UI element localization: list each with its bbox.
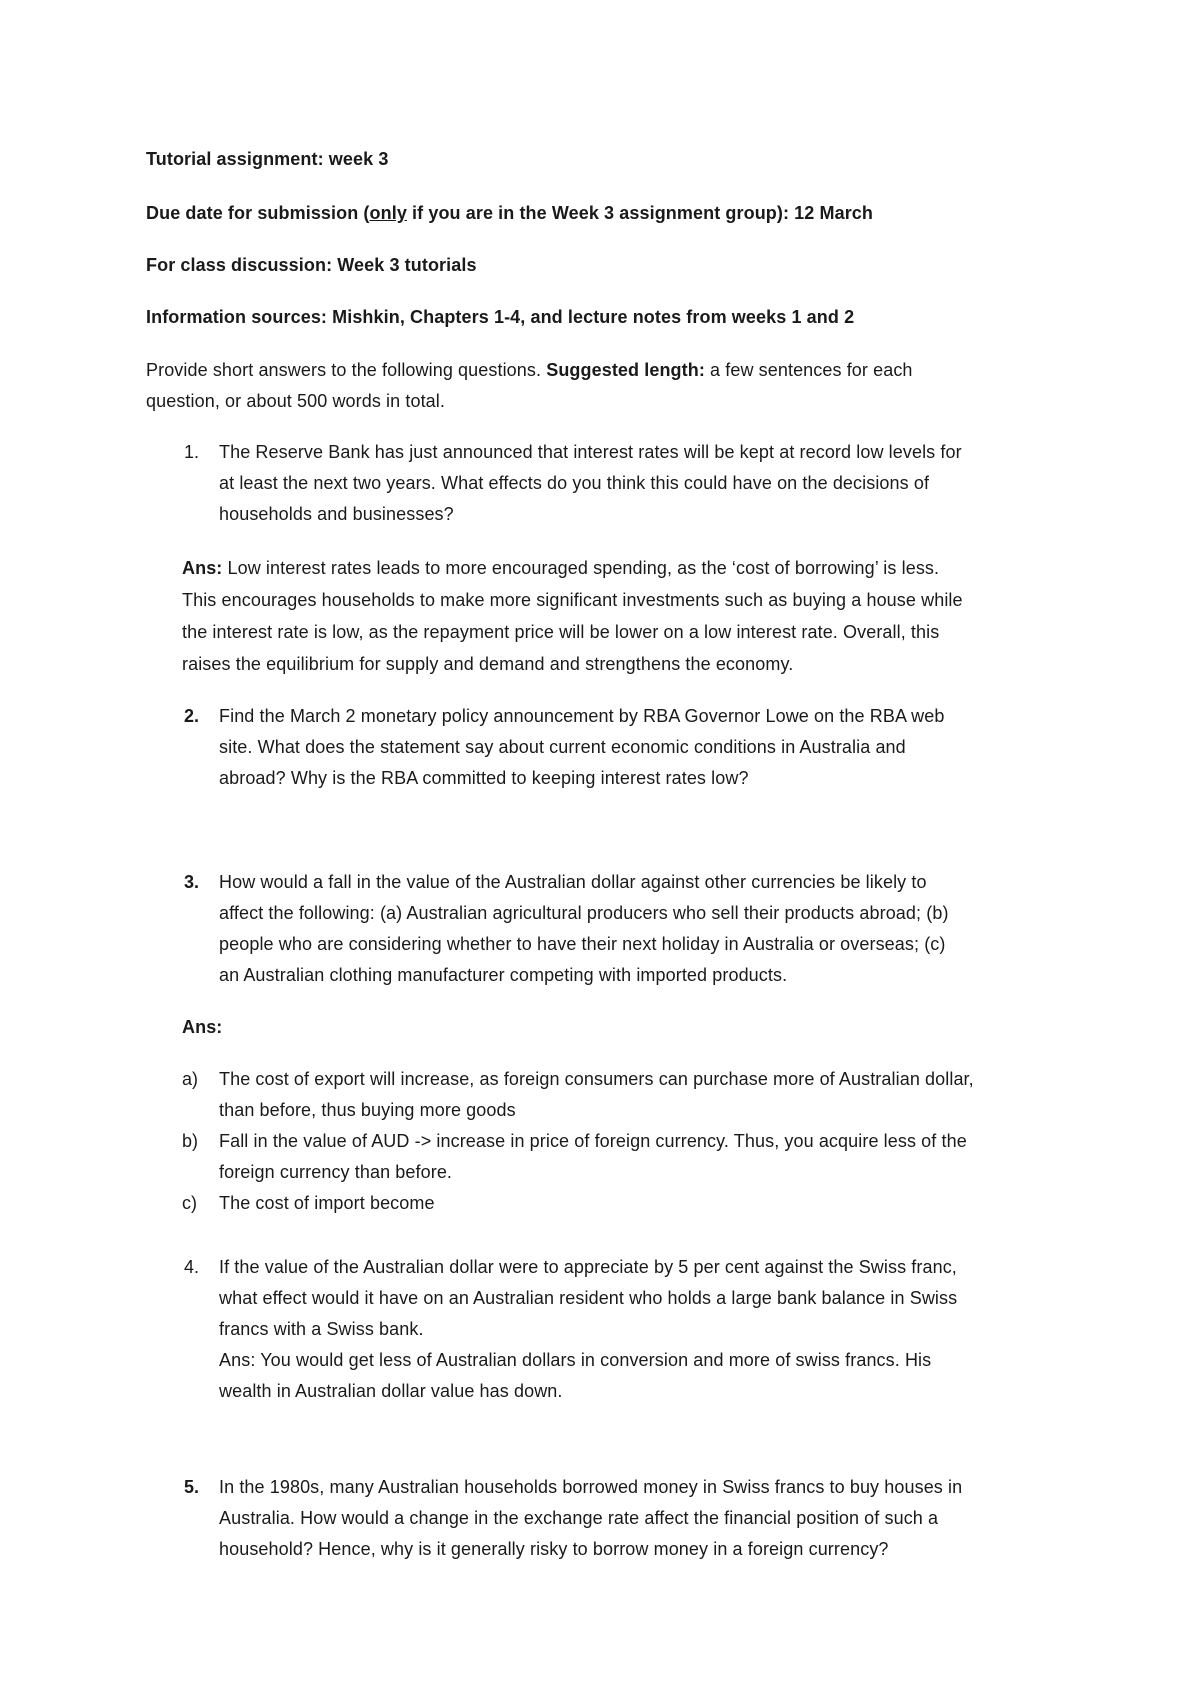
answer-4-line-1: Ans: You would get less of Australian dollars in conversion and more of swiss francs. His	[219, 1350, 932, 1370]
answer-3c-marker: c)	[182, 1193, 197, 1213]
question-3-line-1: How would a fall in the value of the Australian dollar against other currencies be likely to	[219, 872, 927, 892]
question-4-line-2: what effect would it have on an Australian resident who holds a large bank balance in Swiss	[219, 1288, 958, 1308]
answer-3b-line-1: Fall in the value of AUD -> increase in price of foreign currency. Thus, you acquire less of the	[219, 1131, 967, 1151]
intro-text-b: a few sentences for each	[704, 360, 913, 380]
question-4-line-3: francs with a Swiss bank.	[219, 1319, 424, 1339]
answer-1-line-1	[182, 553, 939, 585]
due-date-prefix: Due date for submission (	[146, 203, 370, 223]
suggested-length-label: Suggested length:	[546, 360, 705, 380]
question-5-line-3: household? Hence, why is it generally risky to borrow money in a foreign currency?	[219, 1539, 889, 1559]
question-5-line-2: Australia. How would a change in the exchange rate affect the financial position of such a	[219, 1508, 939, 1528]
question-4-number: 4.	[184, 1257, 200, 1277]
question-2-number: 2.	[184, 706, 200, 726]
answer-3a-marker: a)	[182, 1069, 199, 1089]
intro-line-1	[146, 355, 913, 387]
question-3-line-2: affect the following: (a) Australian agricultural producers who sell their products abroad; (b)	[219, 903, 949, 923]
question-2-line-3: abroad? Why is the RBA committed to keeping interest rates low?	[219, 768, 749, 788]
page-title: Tutorial assignment: week 3	[146, 149, 389, 169]
intro-line-2: question, or about 500 words in total.	[146, 391, 445, 411]
due-date-only: only	[369, 203, 407, 223]
answer-3a-line-2: than before, thus buying more goods	[219, 1100, 516, 1120]
question-1-line-3: households and businesses?	[219, 504, 454, 524]
due-date-line	[146, 198, 873, 230]
intro-text-a: Provide short answers to the following questions.	[146, 360, 547, 380]
question-2-line-2: site. What does the statement say about current economic conditions in Australia and	[219, 737, 906, 757]
answer-1-line-4: raises the equilibrium for supply and demand and strengthens the economy.	[182, 654, 794, 674]
answer-3b-marker: b)	[182, 1131, 199, 1151]
answer-3b-line-2: foreign currency than before.	[219, 1162, 453, 1182]
information-sources-line: Information sources: Mishkin, Chapters 1-4, and lecture notes from weeks 1 and 2	[146, 307, 855, 327]
class-discussion-line: For class discussion: Week 3 tutorials	[146, 255, 477, 275]
answer-1-label: Ans:	[182, 558, 223, 578]
answer-3c-line-1: The cost of import become	[219, 1193, 435, 1213]
question-3-line-3: people who are considering whether to have their next holiday in Australia or overseas; (c)	[219, 934, 946, 954]
question-2-line-1: Find the March 2 monetary policy announcement by RBA Governor Lowe on the RBA web	[219, 706, 945, 726]
question-1-line-2: at least the next two years. What effects do you think this could have on the decisions of	[219, 473, 930, 493]
answer-1-text: Low interest rates leads to more encouraged spending, as the ‘cost of borrowing’ is less.	[222, 558, 940, 578]
question-3-number: 3.	[184, 872, 200, 892]
question-4-line-1: If the value of the Australian dollar were to appreciate by 5 per cent against the Swiss franc,	[219, 1257, 957, 1277]
question-3-line-4: an Australian clothing manufacturer competing with imported products.	[219, 965, 788, 985]
question-5-number: 5.	[184, 1477, 200, 1497]
question-1-line-1: The Reserve Bank has just announced that interest rates will be kept at record low levels for	[219, 442, 962, 462]
due-date-suffix: if you are in the Week 3 assignment group): 12 March	[406, 203, 874, 223]
answer-1-line-2: This encourages households to make more significant investments such as buying a house while	[182, 590, 963, 610]
question-1-number: 1.	[184, 442, 200, 462]
answer-1-line-3: the interest rate is low, as the repayment price will be lower on a low interest rate. Overall, this	[182, 622, 940, 642]
answer-3a-line-1: The cost of export will increase, as foreign consumers can purchase more of Australian dollar,	[219, 1069, 974, 1089]
answer-4-line-2: wealth in Australian dollar value has down.	[219, 1381, 563, 1401]
question-5-line-1: In the 1980s, many Australian households borrowed money in Swiss francs to buy houses in	[219, 1477, 963, 1497]
answer-3-label: Ans:	[182, 1017, 223, 1037]
